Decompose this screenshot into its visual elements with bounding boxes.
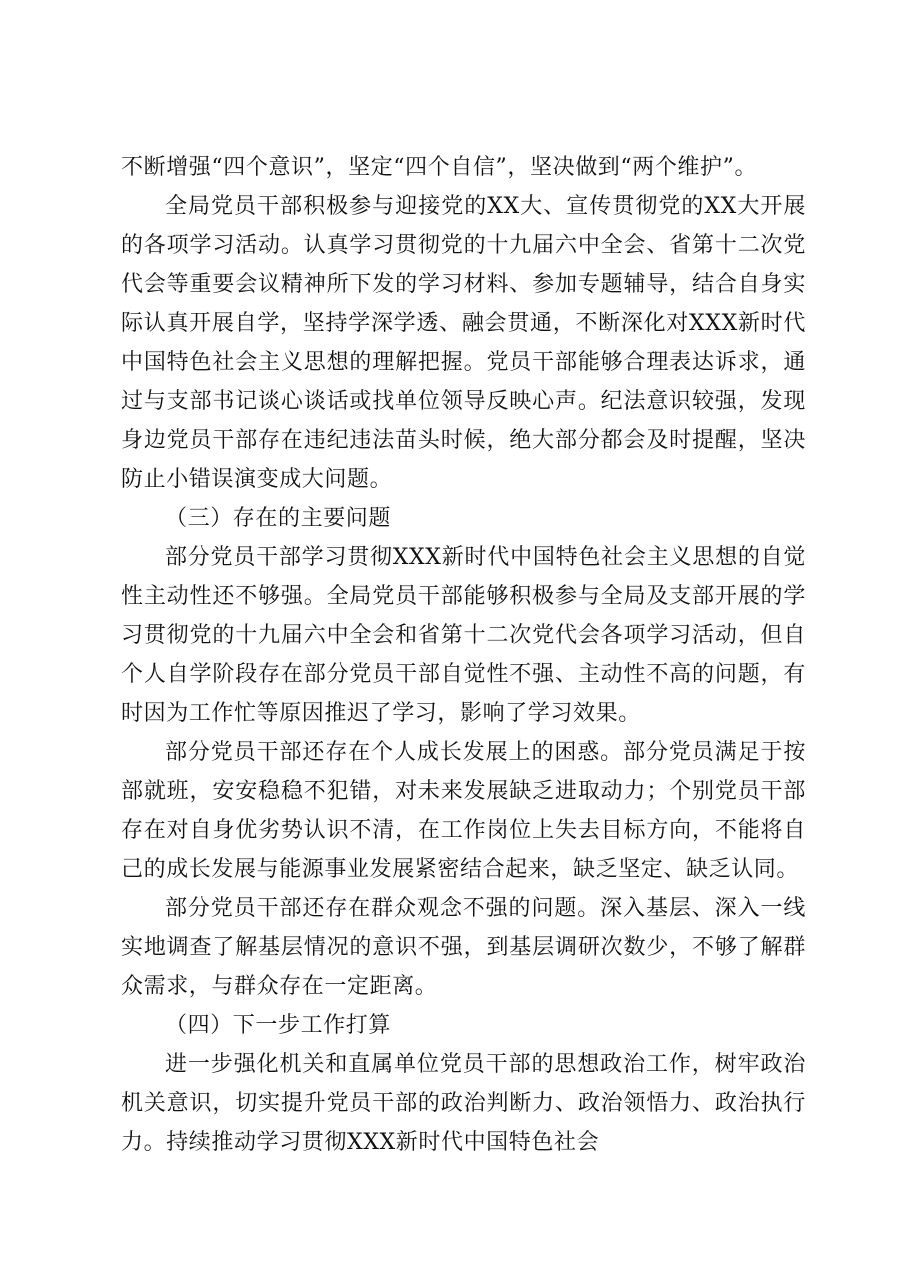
paragraph-problem-study: 部分党员干部学习贯彻XXX新时代中国特色社会主义思想的自觉性主动性还不够强。全局党员干部能够积极参与全局及支部开展的学习贯彻党的十九届六中全会和省第十二次党代会各项学习活动，但自个人自学阶段存在部分党员干部自觉性不强、主动性不高的问题，有时因为工作忙等原因推迟了学习，影响了学习效果。 bbox=[121, 545, 806, 726]
section-heading-next-steps: （四）下一步工作打算 bbox=[165, 1013, 392, 1038]
paragraph-study-activities: 全局党员干部积极参与迎接党的XX大、宣传贯彻党的XX大开展的各项学习活动。认真学习贯彻党的十九届六中全会、省第十二次党代会等重要会议精神所下发的学习材料、参加专题辅导，结合自身实际认真开展自学，坚持学深学透、融会贯通，不断深化对XXX新时代中国特色社会主义思想的理解把握。党员干部能够合理表达诉求，通过与支部书记谈心谈话或找单位领导反映心声。纪法意识较强，发现身边党员干部存在违纪违法苗头时候，绝大部分都会及时提醒，坚决防止小错误演变成大问题。 bbox=[121, 194, 806, 492]
paragraph-continuation: 不断增强“四个意识”，坚定“四个自信”，坚决做到“两个维护”。 bbox=[121, 155, 758, 180]
paragraph-problem-growth: 部分党员干部还存在个人成长发展上的困惑。部分党员满足于按部就班，安安稳稳不犯错，对未来发展缺乏进取动力；个别党员干部存在对自身优劣势认识不清，在工作岗位上失去目标方向，不能将自己的成长发展与能源事业发展紧密结合起来，缺乏坚定、缺乏认同。 bbox=[121, 740, 806, 882]
document-body bbox=[121, 148, 806, 1162]
section-heading-problems: （三）存在的主要问题 bbox=[165, 506, 392, 531]
paragraph-next-steps: 进一步强化机关和直属单位党员干部的思想政治工作，树牢政治机关意识，切实提升党员干部的政治判断力、政治领悟力、政治执行力。持续推动学习贯彻XXX新时代中国特色社会 bbox=[121, 1052, 806, 1155]
paragraph-problem-masses: 部分党员干部还存在群众观念不强的问题。深入基层、深入一线实地调查了解基层情况的意识不强，到基层调研次数少，不够了解群众需求，与群众存在一定距离。 bbox=[121, 896, 806, 999]
